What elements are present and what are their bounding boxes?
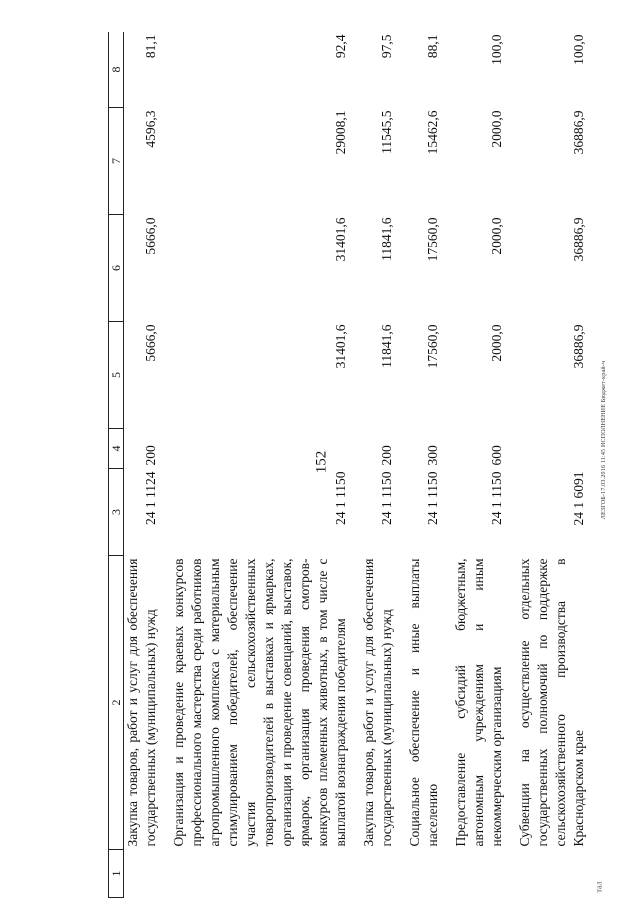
row-name-cell: Закупка товаров, работ и услуг для обеспечения государственных (муниципальных) нужд <box>361 558 394 847</box>
percent-cell: 92,4 <box>333 34 348 59</box>
row-number-cell <box>452 850 506 898</box>
value-cell: 5666,0 <box>143 217 158 255</box>
corner-mark: тал <box>594 881 604 893</box>
value-cell: 2000,0 <box>489 110 504 148</box>
value-cell: 15462,6 <box>425 110 440 155</box>
code-cell: 24 1 1124 <box>143 471 158 525</box>
table-row <box>170 32 350 898</box>
budget-table-container <box>108 32 588 898</box>
row-spacer <box>442 32 452 898</box>
row-spacer <box>506 32 516 898</box>
percent-cell: 100,0 <box>489 34 504 65</box>
expense-type-cell <box>170 429 350 469</box>
code-cell: 24 1 1150 <box>425 471 440 525</box>
column-header: 7 <box>109 108 124 215</box>
code-cell: 24 1 1150 <box>489 471 504 525</box>
column-header: 5 <box>109 322 124 429</box>
column-header: 6 <box>109 215 124 322</box>
document-stamp: ЛЕЗГОБ-17.03.2016 11:45 ИСПОЛНЕНИЕ Бюджет-край-ч <box>601 360 607 520</box>
code-cell: 24 1 1150 <box>333 471 348 525</box>
row-number-cell <box>516 850 588 898</box>
percent-cell: 88,1 <box>425 34 440 59</box>
row-name-cell: Организация и проведение краевых конкурсов профессионального мастерства среди работников агропромышленного комплекса с материальным стимулированием победителей, обеспечение участия сельскохозяйственных товаропроизводителей в выставках и ярмарках, организация и проведение совещаний, выставок, ярмарок, организация проведения смотров-конкурсов племенных животных, в том числе с выплатой вознаграждения победителям <box>171 558 348 847</box>
column-header: 1 <box>109 850 124 898</box>
code-cell: 24 1 6091 <box>571 471 586 526</box>
expense-type-cell: 300 <box>425 445 440 466</box>
table-row <box>516 32 588 898</box>
row-spacer <box>350 32 360 898</box>
expense-type-cell: 200 <box>379 445 394 466</box>
value-cell: 31401,6 <box>333 324 348 369</box>
value-cell: 11841,6 <box>379 217 394 261</box>
value-cell: 17560,0 <box>425 217 440 262</box>
row-number-cell <box>124 850 161 898</box>
column-number-row <box>109 32 124 898</box>
value-cell: 17560,0 <box>425 324 440 369</box>
value-cell: 11841,6 <box>379 324 394 368</box>
row-number-cell <box>406 850 442 898</box>
value-cell: 36886,9 <box>571 324 586 369</box>
row-name-cell: Субвенции на осуществление отдельных государственных полномочий по поддержке сельскохозяйственного производства в Краснодарском крае <box>517 558 586 847</box>
expense-type-cell <box>516 429 588 469</box>
value-cell: 11545,5 <box>379 110 394 154</box>
column-header: 3 <box>109 469 124 556</box>
code-cell: 24 1 1150 <box>379 471 394 525</box>
value-cell: 2000,0 <box>489 324 504 362</box>
value-cell: 31401,6 <box>333 217 348 262</box>
table-row <box>124 32 161 898</box>
table-row <box>452 32 506 898</box>
row-name-cell: Закупка товаров, работ и услуг для обеспечения государственных (муниципальных) нужд <box>125 558 158 847</box>
row-number-cell <box>360 850 396 898</box>
percent-cell: 81,1 <box>143 34 158 59</box>
value-cell: 36886,9 <box>571 217 586 262</box>
column-header: 8 <box>109 32 124 108</box>
percent-cell: 100,0 <box>571 34 586 65</box>
row-number-cell <box>170 850 350 898</box>
budget-table-rotated <box>108 32 588 898</box>
budget-table <box>108 32 588 898</box>
table-row <box>360 32 396 898</box>
row-name-cell: Социальное обеспечение и иные выплаты населению <box>407 558 440 847</box>
column-header: 2 <box>109 556 124 850</box>
value-cell: 29008,1 <box>333 110 348 155</box>
row-spacer <box>396 32 406 898</box>
value-cell: 2000,0 <box>489 217 504 255</box>
table-row <box>406 32 442 898</box>
expense-type-cell: 200 <box>143 445 158 466</box>
value-cell: 5666,0 <box>143 324 158 362</box>
value-cell: 36886,9 <box>571 110 586 155</box>
column-header: 4 <box>109 429 124 469</box>
row-spacer <box>160 32 170 898</box>
page-number: 152 <box>313 450 330 474</box>
percent-cell: 97,5 <box>379 34 394 59</box>
expense-type-cell: 600 <box>489 445 504 466</box>
row-name-cell: Предоставление субсидий бюджетным, автономным учреждениям и иным некоммерческим организациям <box>453 558 504 847</box>
value-cell: 4596,3 <box>143 110 158 148</box>
